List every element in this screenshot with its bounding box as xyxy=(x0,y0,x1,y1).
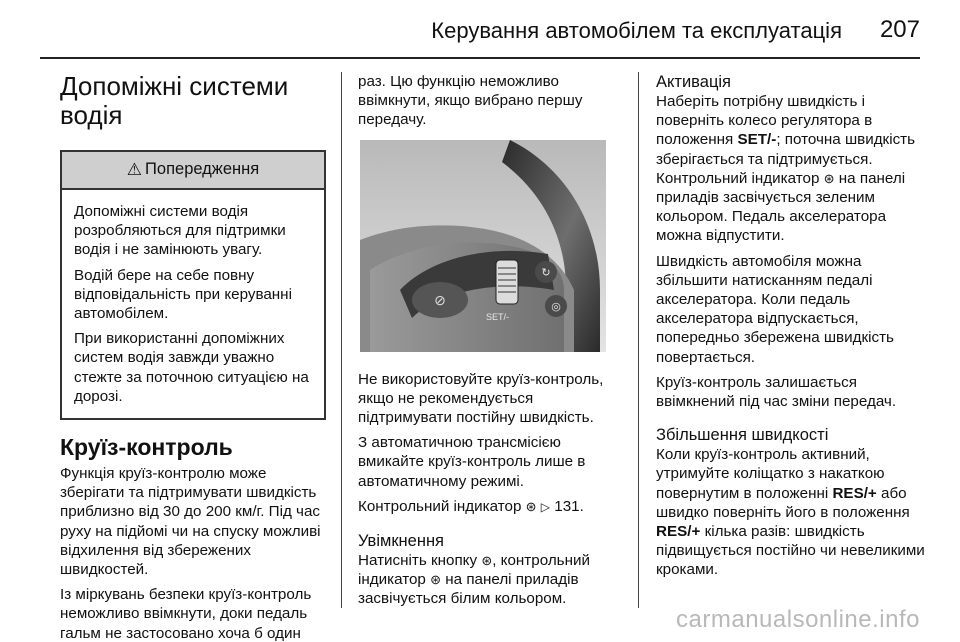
section-title-cruise-control: Круїз-контроль xyxy=(60,434,233,461)
indicator-text: Контрольний індикатор xyxy=(358,497,522,515)
watermark: carmanualsonline.info xyxy=(676,606,920,633)
page-reference: 131. xyxy=(554,497,584,515)
column-divider-2 xyxy=(638,72,639,608)
paragraph xyxy=(358,551,616,609)
key-label-res: RES/+ xyxy=(656,523,701,541)
header-title: Керування автомобілем та експлуатація xyxy=(431,18,842,43)
warning-box xyxy=(60,150,326,420)
warning-paragraph: При використанні допоміжних систем водія завжди уважно стежте за поточною ситуацією на дорозі. xyxy=(74,330,309,405)
page-reference-arrow-icon: ▷ xyxy=(540,499,551,514)
paragraph: З автоматичною трансмісією вмикайте круїз-контроль лише в автоматичному режимі. xyxy=(358,434,586,490)
subheading-switch-on: Увімкнення xyxy=(358,532,444,551)
warning-heading: Попередження xyxy=(145,160,260,179)
warning-body xyxy=(62,190,324,418)
warning-triangle-icon: ⚠ xyxy=(126,160,143,180)
paragraph: Не використовуйте круїз-контроль, якщо не рекомендується підтримувати постійну швидкість. xyxy=(358,370,604,427)
cruise-control-icon: ⊛ xyxy=(481,553,493,569)
paragraph: Функція круїз-контролю може зберігати та підтримувати швидкість приблизно від 30 до 200 км/г. Під час руху на підйомі чи на спуску можливі відхилення від збережених швидкостей. xyxy=(60,465,321,579)
paragraph: Із міркувань безпеки круїз-контроль неможливо ввімкнути, доки педаль гальм не застосовано хоча б один xyxy=(60,586,312,642)
paragraph: Круїз-контроль залишається ввімкнений під час зміни передач. xyxy=(656,373,897,411)
paragraph: Швидкість автомобіля можна збільшити натисканням педалі акселератора. Коли педаль акселератора відпускається, попередньо збережена швидкість повертається. xyxy=(656,252,894,366)
text-fragment: Коли круїз-контроль активний, утримуйте коліщатко з накаткою повернутим в положенні xyxy=(656,446,885,502)
text-fragment: кілька разів: швидкість підвищується постійно чи невеликими кроками. xyxy=(656,523,925,579)
column-1 xyxy=(60,72,328,642)
key-label-set: SET/- xyxy=(737,131,777,149)
key-label-res: RES/+ xyxy=(832,484,877,502)
section-title-driver-assistance: Допоміжні системи водія xyxy=(60,71,289,130)
paragraph xyxy=(358,497,616,517)
svg-text:↻: ↻ xyxy=(541,266,551,279)
page-number: 207 xyxy=(879,16,920,43)
svg-text:⊘: ⊘ xyxy=(434,291,446,308)
set-minus-label: SET/- xyxy=(486,311,510,322)
text-fragment: , контрольний індикатор xyxy=(358,552,590,589)
paragraph: раз. Цю функцію неможливо ввімкнути, якщо вибрано першу передачу. xyxy=(358,73,583,129)
text-fragment: на панелі приладів засвічується зеленим кольором. Педаль акселератора можна відпустити. xyxy=(656,169,906,245)
warning-paragraph: Водій бере на себе повну відповідальність при керуванні автомобілем. xyxy=(74,266,292,323)
subheading-increase-speed: Збільшення швидкості xyxy=(656,426,829,445)
svg-text:◎: ◎ xyxy=(551,300,561,313)
page-header xyxy=(0,0,960,60)
subheading-activation: Активація xyxy=(656,73,731,91)
warning-header xyxy=(62,152,324,190)
column-3 xyxy=(656,72,928,586)
cruise-control-icon: ⊛ xyxy=(823,170,835,186)
warning-paragraph: Допоміжні системи водія розробляються для підтримки водія і не замінюють увагу. xyxy=(74,203,286,259)
text-fragment: або швидко поверніть його в положення xyxy=(656,484,910,521)
text-fragment: на панелі приладів засвічується білим кольором. xyxy=(358,571,579,608)
column-divider-1 xyxy=(341,72,342,608)
paragraph xyxy=(656,445,928,579)
text-fragment: ; поточна швидкість зберігається та підтримується. Контрольний індикатор xyxy=(656,131,916,187)
cruise-control-icon: ⊛ xyxy=(525,498,537,514)
text-fragment: Натисніть кнопку xyxy=(358,552,478,570)
paragraph xyxy=(656,92,928,246)
header-rule xyxy=(40,57,920,59)
steering-wheel-controls-image xyxy=(360,140,606,352)
cruise-control-icon: ⊛ xyxy=(430,572,442,588)
text-fragment: Наберіть потрібну швидкість і поверніть колесо регулятора в положення xyxy=(656,93,873,149)
column-2 xyxy=(358,72,616,615)
